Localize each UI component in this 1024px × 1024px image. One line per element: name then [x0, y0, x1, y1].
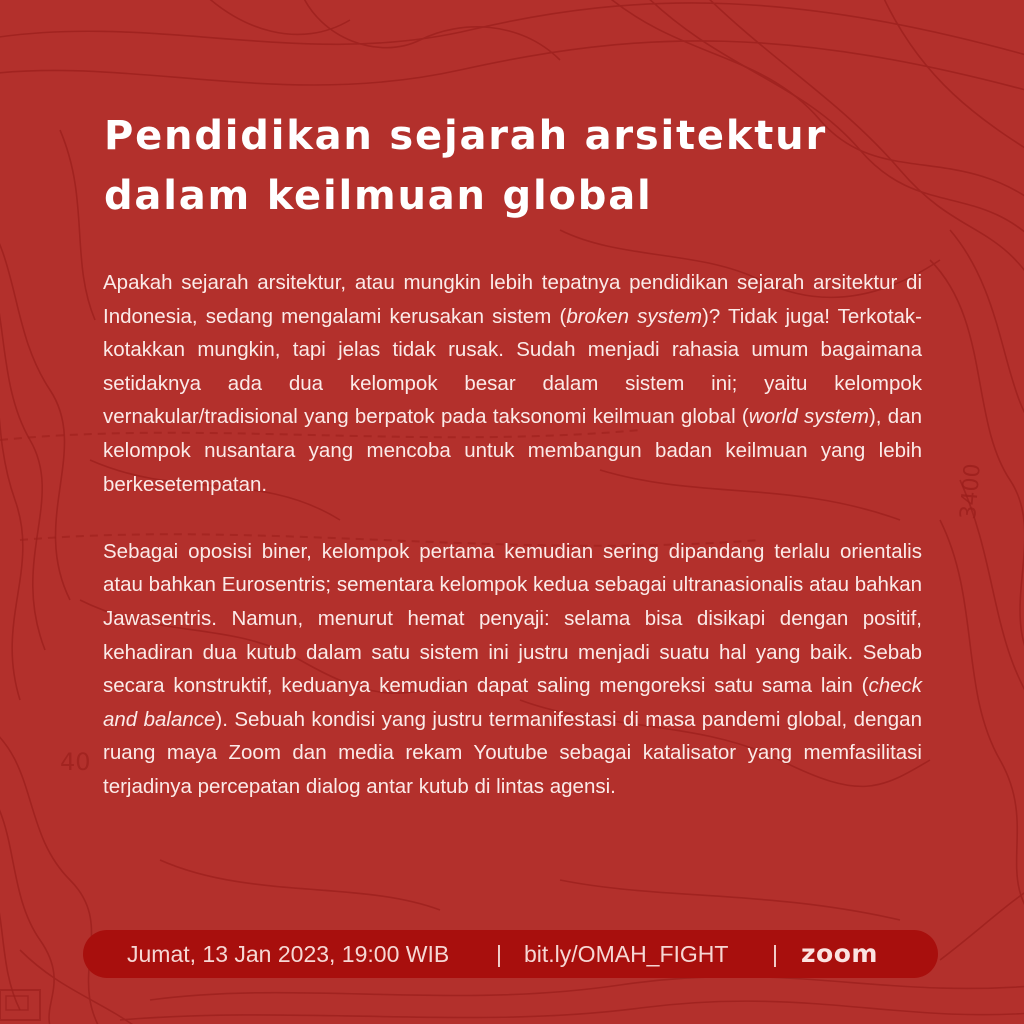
footer-separator: | [772, 941, 778, 967]
map-elevation-label: 40 [60, 748, 91, 776]
paragraph-2 [103, 535, 922, 804]
paragraph-2-part-1: Sebagai oposisi biner, kelompok pertama kemudian sering dipandang terlalu orientalis atau bahkan Eurosentris; sementara kelompok kedua sebagai ultranasionalis atau bahkan Jawasentris. Namun, menurut hemat penyaji: selama bisa disikapi dengan positif, kehadiran dua kutub dalam satu sistem ini justru menjadi suatu hal yang baik. Sebab secara konstruktif, keduanya kemudian dapat saling mengoreksi satu sama lain ( [103, 539, 922, 698]
title-line-2: dalam keilmuan global [104, 173, 653, 219]
footer-separator: | [496, 941, 502, 967]
map-elevation-label: 3400 [956, 462, 986, 521]
title-line-1: Pendidikan sejarah arsitektur [104, 113, 827, 159]
registration-link[interactable]: bit.ly/OMAH_FIGHT [524, 941, 729, 967]
paragraph-2-term-check-and-balance: check and balance [103, 674, 922, 731]
paragraph-1-part-1: Apakah sejarah arsitektur, atau mungkin lebih tepatnya pendidikan sejarah arsitektur di Indonesia, sedang mengalami kerusakan sistem ( [103, 271, 922, 328]
zoom-logo: zoom [801, 939, 878, 968]
page-title [104, 106, 924, 226]
paragraph-1 [103, 266, 922, 501]
event-info-bar [83, 930, 938, 978]
paragraph-1-term-world-system: world system [748, 405, 869, 429]
paragraph-1-part-2: )? Tidak juga! Terkotak-kotakkan mungkin, tapi jelas tidak rusak. Sudah menjadi rahasia umum bagaimana setidaknya ada dua kelompok besar dalam sistem ini; yaitu kelompok vernakular/tradisional yang berpatok pada taksonomi keilmuan global ( [103, 304, 922, 429]
paragraph-1-term-broken-system: broken system [566, 304, 703, 328]
paragraph-2-part-2: ). Sebuah kondisi yang justru termanifestasi di masa pandemi global, dengan ruang maya Zoom dan media rekam Youtube sebagai katalisator yang memfasilitasi terjadinya percepatan dialog antar kutub di lintas agensi. [103, 707, 922, 798]
event-date-time: Jumat, 13 Jan 2023, 19:00 WIB [127, 941, 450, 967]
article-body [103, 266, 922, 804]
paragraph-1-part-3: ), dan kelompok nusantara yang mencoba untuk membangun badan keilmuan yang lebih berkesetempatan. [103, 405, 923, 496]
